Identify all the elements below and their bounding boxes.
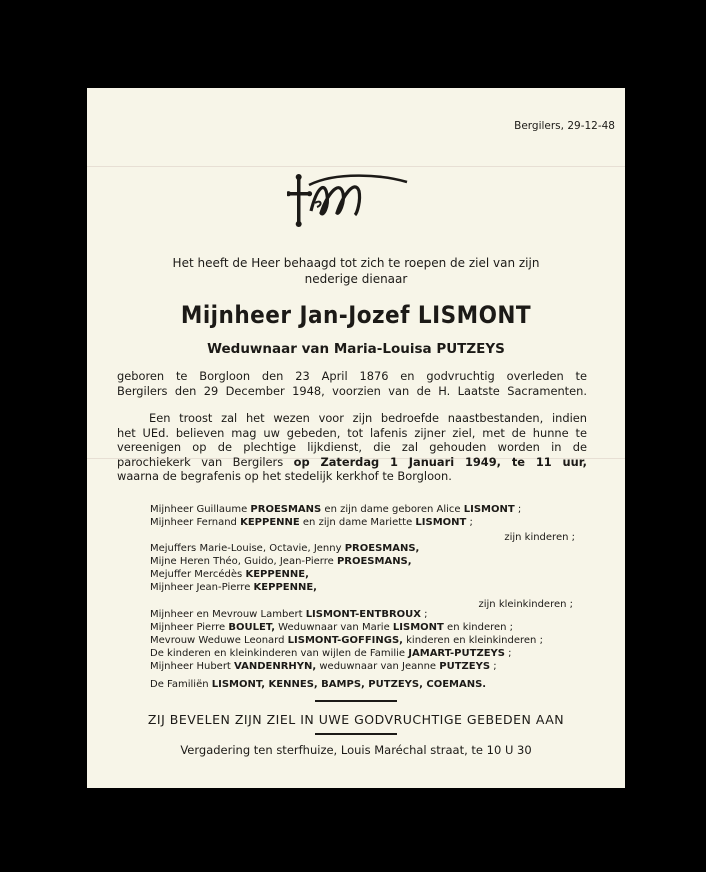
surname: JAMART-PUTZEYS: [408, 648, 505, 659]
family-line: [150, 543, 419, 556]
closing-line: ZIJ BEVELEN ZIJN ZIEL IN UWE GODVRUCHTIGE GEBEDEN AAN: [147, 712, 565, 727]
surname: LISMONT: [463, 504, 515, 515]
text-line: geboren te Borgloon den 23 April 1876 en godvruchtig overleden te: [117, 369, 587, 383]
surname: PROESMANS,: [344, 543, 420, 554]
family-line: [150, 609, 428, 622]
surname: BOULET,: [228, 622, 275, 633]
surname: PROESMANS,: [336, 556, 412, 567]
dateline: Bergilers, 29-12-48: [514, 120, 615, 132]
cross-monogram-icon: [287, 173, 412, 228]
text-segment: Mevrouw Weduwe Leonard: [150, 635, 288, 646]
family-line: [150, 569, 309, 582]
text-segment: parochiekerk van Bergilers: [117, 454, 294, 469]
text-line: waarna de begrafenis op het stedelijk kerkhof te Borgloon.: [117, 469, 452, 484]
surname: KEPPENNE,: [245, 569, 309, 580]
surname: VANDENRHYN,: [234, 661, 317, 672]
surname: LISMONT-GOFFINGS,: [287, 635, 403, 646]
text-segment: en zijn dame geboren Alice: [321, 504, 464, 515]
text-segment: Weduwnaar van Marie: [275, 622, 393, 633]
text-line: Een troost zal het wezen voor zijn bedroefde naastbestanden, indien: [149, 411, 587, 425]
intro-text: [87, 255, 625, 287]
surname: LISMONT, KENNES, BAMPS, PUTZEYS, COEMANS.: [211, 679, 487, 690]
family-line: [150, 661, 497, 674]
text-segment: Mijne Heren Théo, Guido, Jean-Pierre: [150, 556, 337, 567]
meeting-line: Vergadering ten sterfhuize, Louis Maréchal straat, te 10 U 30: [180, 743, 532, 757]
text-segment: De Familiën: [150, 679, 212, 690]
family-line: [150, 517, 473, 530]
text-segment: Mijnheer Guillaume: [150, 504, 251, 515]
text-segment: Mijnheer en Mevrouw Lambert: [150, 609, 306, 620]
divider-rule: [315, 700, 397, 702]
mourning-card: [87, 88, 625, 788]
fold-line: [87, 166, 625, 167]
text-segment: Mejuffer Mercédès: [150, 569, 246, 580]
deceased-name: Mijnheer Jan-Jozef LISMONT: [180, 301, 532, 329]
text-segment: Mijnheer Jean-Pierre: [150, 582, 254, 593]
grandchildren-label: zijn kleinkinderen ;: [478, 599, 573, 610]
text-segment: Mijnheer Fernand: [150, 517, 241, 528]
service-date: op Zaterdag 1 Januari 1949, te 11 uur,: [293, 454, 587, 469]
intro-line: nederige dienaar: [304, 272, 408, 287]
service-paragraph: [117, 411, 587, 484]
widower-line: Weduwnaar van Maria-Louisa PUTZEYS: [207, 341, 505, 357]
text-segment: ;: [504, 648, 512, 659]
text-line: vereenigen op de plechtige lijkdienst, die zal gehouden worden in de: [117, 440, 587, 455]
text-segment: Mejuffers Marie-Louise, Octavie, Jenny: [150, 543, 345, 554]
text-segment: ;: [490, 661, 497, 672]
text-line: [117, 455, 587, 470]
surname: LISMONT: [392, 622, 444, 633]
text-segment: Mijnheer Pierre: [150, 622, 229, 633]
text-segment: ;: [420, 609, 428, 620]
surname: PUTZEYS: [439, 661, 491, 672]
surname: KEPPENNE,: [253, 582, 317, 593]
text-segment: en zijn dame Mariette: [299, 517, 416, 528]
text-segment: en kinderen ;: [443, 622, 514, 633]
divider-rule: [315, 733, 397, 735]
birth-paragraph: [117, 369, 587, 398]
family-line: [150, 648, 512, 661]
surname: PROESMANS: [250, 504, 322, 515]
family-line: [150, 504, 521, 517]
family-line: [150, 635, 543, 648]
intro-line: Het heeft de Heer behaagd tot zich te roepen de ziel van zijn: [172, 256, 540, 270]
text-line: het UEd. believen mag uw gebeden, tot lafenis zijner ziel, met de hunne te: [117, 425, 587, 440]
text-segment: De kinderen en kleinkinderen van wijlen de Familie: [150, 648, 409, 659]
text-line: Bergilers den 29 December 1948, voorzien van de H. Laatste Sacramenten.: [117, 383, 587, 398]
family-line: [150, 582, 317, 595]
family-line: [150, 622, 513, 635]
family-line: [150, 556, 412, 569]
family-line: [150, 679, 486, 692]
surname: KEPPENNE: [240, 517, 300, 528]
text-segment: ;: [466, 517, 473, 528]
text-segment: Mijnheer Hubert: [150, 661, 235, 672]
text-segment: ;: [514, 504, 522, 515]
children-label: zijn kinderen ;: [504, 532, 575, 543]
text-segment: weduwnaar van Jeanne: [316, 661, 440, 672]
surname: LISMONT-ENTBROUX: [305, 609, 421, 620]
surname: LISMONT: [415, 517, 467, 528]
text-segment: kinderen en kleinkinderen ;: [402, 635, 543, 646]
